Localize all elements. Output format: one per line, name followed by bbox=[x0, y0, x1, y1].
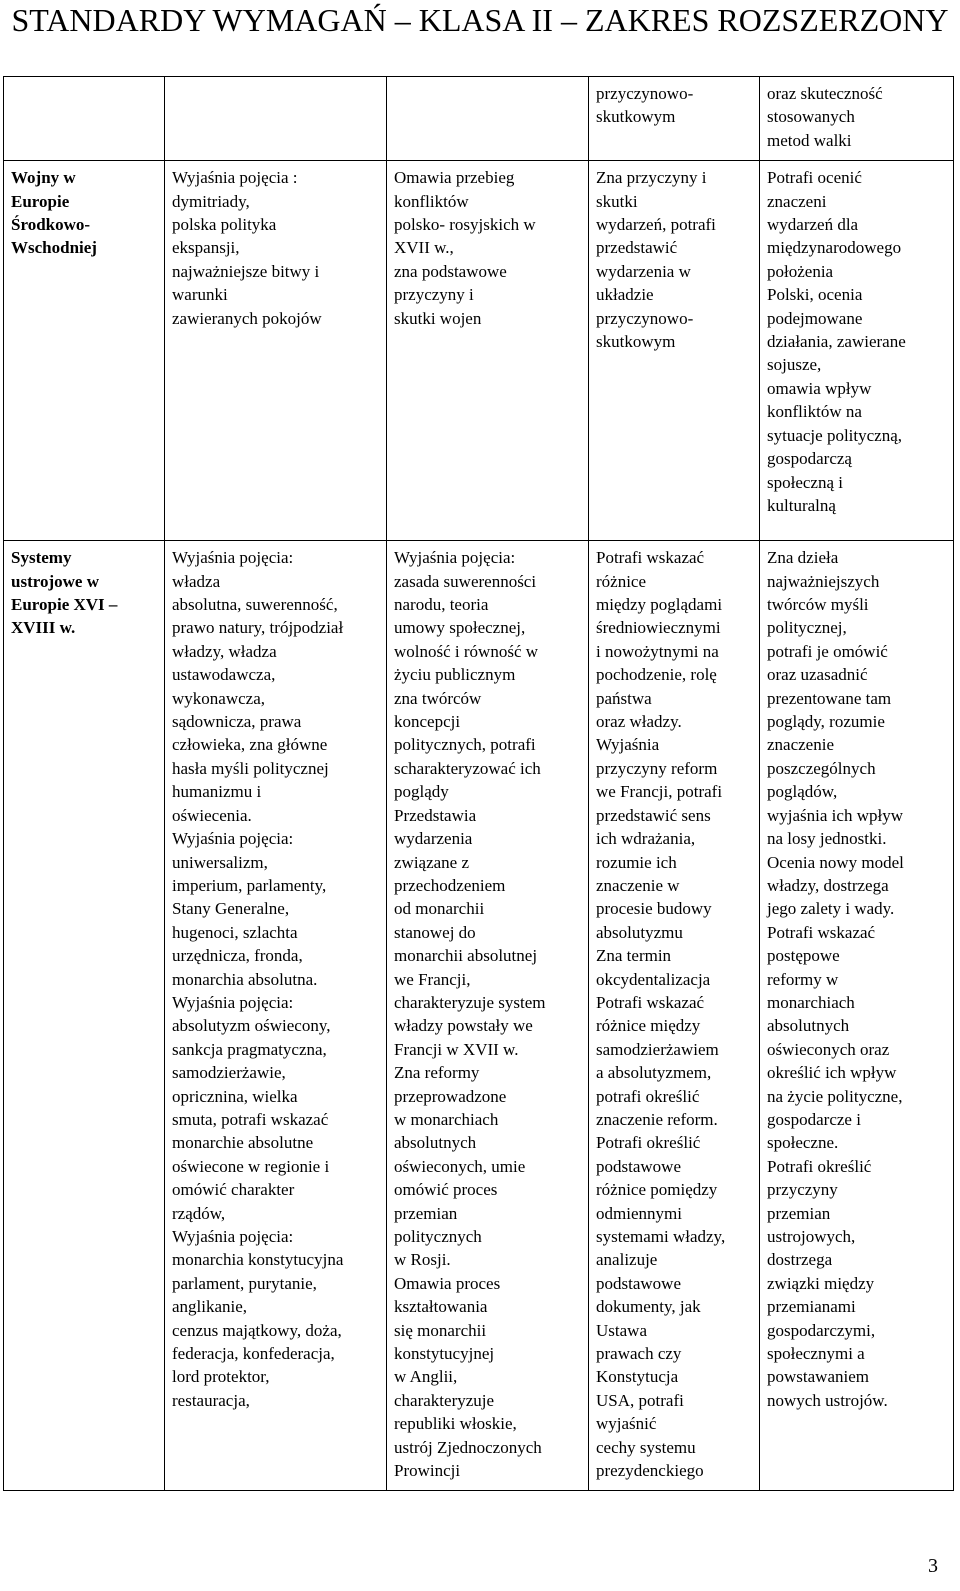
table-cell: Zna dzieła najważniejszych twórców myśli politycznej, potrafi je omówić oraz uzasadnić prezentowane tam poglądy, rozumie znaczenie poszczególnych poglądów, wyjaśnia ich wpływ na losy jednostki. Ocenia nowy model władzy, dostrzega jego zalety i wady. Potrafi wskazać postępowe reformy w monarchiach absolutnych oświeconych oraz określić ich wpływ na życie polityczne, gospodarcze i społeczne. Potrafi określić przyczyny przemian ustrojowych, dostrzega związki między przemianami gospodarczymi, społecznymi a powstawaniem nowych ustrojów. bbox=[760, 541, 954, 1491]
table-row bbox=[4, 541, 954, 1491]
table-cell: Wyjaśnia pojęcia: zasada suwerenności narodu, teoria umowy społecznej, wolność i równość w życiu publicznym zna twórców koncepcji politycznych, potrafi scharakteryzować ich poglądy Przedstawia wydarzenia związane z przechodzeniem od monarchii stanowej do monarchii absolutnej we Francji, charakteryzuje system władzy powstały we Francji w XVII w. Zna reformy przeprowadzone w monarchiach absolutnych oświeconych, umie omówić proces przemian politycznych w Rosji. Omawia proces kształtowania się monarchii konstytucyjnej w Anglii, charakteryzuje republiki włoskie, ustrój Zjednoczonych Prowincji bbox=[387, 541, 589, 1491]
table-cell: Omawia przebieg konfliktów polsko- rosyjskich w XVII w., zna podstawowe przyczyny i skutki wojen bbox=[387, 161, 589, 541]
table-cell: Potrafi wskazać różnice między poglądami średniowiecznymi i nowożytnymi na pochodzenie, rolę państwa oraz władzy. Wyjaśnia przyczyny reform we Francji, potrafi przedstawić sens ich wdrażania, rozumie ich znaczenie w procesie budowy absolutyzmu Zna termin okcydentalizacja Potrafi wskazać różnice między samodzierżawiem a absolutyzmem, potrafi określić znaczenie reform. Potrafi określić podstawowe różnice pomiędzy odmiennymi systemami władzy, analizuje podstawowe dokumenty, jak Ustawa prawach czy Konstytucja USA, potrafi wyjaśnić cechy systemu prezydenckiego bbox=[589, 541, 760, 1491]
page-title: STANDARDY WYMAGAŃ – KLASA II – ZAKRES ROZSZERZONY bbox=[11, 2, 949, 38]
table-cell: Wyjaśnia pojęcia : dymitriady, polska polityka ekspansji, najważniejsze bitwy i warunki zawieranych pokojów bbox=[165, 161, 387, 541]
topic-cell bbox=[4, 77, 165, 161]
table-cell: Wyjaśnia pojęcia: władza absolutna, suwerenność, prawo natury, trójpodział władzy, władza ustawodawcza, wykonawcza, sądownicza, prawa człowieka, zna główne hasła myśli politycznej humanizmu i oświecenia. Wyjaśnia pojęcia: uniwersalizm, imperium, parlamenty, Stany Generalne, hugenoci, szlachta urzędnicza, fronda, monarchia absolutna. Wyjaśnia pojęcia: absolutyzm oświecony, sankcja pragmatyczna, samodzierżawie, opricznina, wielka smuta, potrafi wskazać monarchie absolutne oświecone w regionie i omówić charakter rządów, Wyjaśnia pojęcia: monarchia konstytucyjna parlament, purytanie, anglikanie, cenzus majątkowy, doża, federacja, konfederacja, lord protektor, restauracja, bbox=[165, 541, 387, 1491]
standards-table bbox=[3, 76, 954, 1491]
table-cell bbox=[387, 77, 589, 161]
page-number: 3 bbox=[928, 1555, 938, 1577]
table-cell: przyczynowo- skutkowym bbox=[589, 77, 760, 161]
table-cell: Zna przyczyny i skutki wydarzeń, potrafi przedstawić wydarzenia w układzie przyczynowo- skutkowym bbox=[589, 161, 760, 541]
topic-cell: Wojny w Europie Środkowo- Wschodniej bbox=[4, 161, 165, 541]
table-cell: Potrafi ocenić znaczeni wydarzeń dla międzynarodowego położenia Polski, ocenia podejmowane działania, zawierane sojusze, omawia wpływ konfliktów na sytuacje polityczną, gospodarczą społeczną i kulturalną bbox=[760, 161, 954, 541]
table-row bbox=[4, 77, 954, 161]
topic-cell: Systemy ustrojowe w Europie XVI – XVIII w. bbox=[4, 541, 165, 1491]
table-cell: oraz skuteczność stosowanych metod walki bbox=[760, 77, 954, 161]
table-cell bbox=[165, 77, 387, 161]
table-row bbox=[4, 161, 954, 541]
